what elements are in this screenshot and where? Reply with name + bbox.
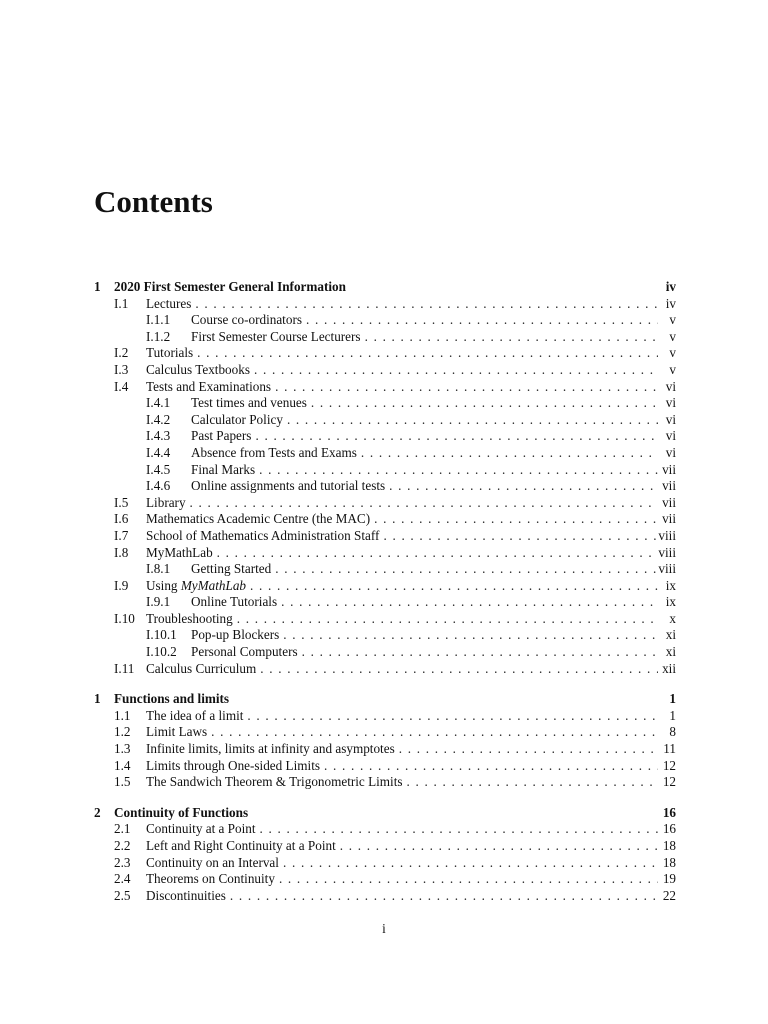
toc-section-entry[interactable] <box>94 838 676 855</box>
dot-leader <box>271 561 658 578</box>
toc-subsection-number: I.4.5 <box>146 461 171 477</box>
toc-subsection-entry[interactable] <box>94 428 676 445</box>
dot-leader <box>275 871 658 888</box>
toc-subsection-entry[interactable] <box>94 627 676 644</box>
toc-section-entry[interactable] <box>94 741 676 758</box>
chapter-gap <box>94 677 676 691</box>
toc-subsection-title-text: Test times and venues <box>191 395 307 411</box>
toc-section-title-text: Continuity on an Interval <box>146 854 279 870</box>
toc-subsection-number: I.4.2 <box>146 411 171 427</box>
toc-section-entry[interactable] <box>94 821 676 838</box>
toc-subsection-title <box>191 644 298 661</box>
toc-section-title <box>146 495 186 512</box>
toc-section-number: I.9 <box>114 577 129 593</box>
dot-leader <box>191 296 658 313</box>
dot-leader <box>271 379 658 396</box>
chapter-gap <box>94 791 676 805</box>
toc-subsection-entry[interactable] <box>94 478 676 495</box>
toc-section-entry[interactable] <box>94 578 676 595</box>
toc-subsection-page: v <box>669 328 676 344</box>
dot-leader <box>279 855 658 872</box>
toc-section-number: I.10 <box>114 610 135 626</box>
toc-subsection-title-text: Course co-ordinators <box>191 312 302 328</box>
toc-section-title <box>146 611 233 628</box>
toc-section-title <box>146 774 403 791</box>
dot-leader <box>256 821 658 838</box>
toc-section-title <box>146 661 256 678</box>
toc-subsection-entry[interactable] <box>94 594 676 611</box>
dot-leader <box>361 329 658 346</box>
toc-subsection-title <box>191 395 307 412</box>
toc-chapter-entry[interactable] <box>94 279 676 296</box>
toc-section-entry[interactable] <box>94 511 676 528</box>
toc-section-page: 18 <box>662 838 676 853</box>
toc-chapter-entry[interactable] <box>94 691 676 708</box>
dot-leader <box>226 888 658 905</box>
toc-section-page: 11 <box>663 741 676 757</box>
dot-leader <box>379 528 658 545</box>
toc-section-number: I.6 <box>114 511 129 527</box>
dot-leader <box>213 545 658 562</box>
toc-section-title-text: School of Mathematics Administration Staff <box>146 527 380 543</box>
toc-subsection-page: v <box>669 312 676 328</box>
toc-chapter-number: 1 <box>94 279 101 294</box>
dot-leader <box>193 345 658 362</box>
toc-section-title-text: The idea of a limit <box>146 707 244 723</box>
toc-section-title-text: Infinite limits, limits at infinity and asymptotes <box>146 741 395 757</box>
toc-chapter-entry[interactable] <box>94 805 676 822</box>
toc-section-entry[interactable] <box>94 855 676 872</box>
toc-subsection-title <box>191 462 255 479</box>
toc-subsection-number: I.1.2 <box>146 328 171 344</box>
toc-section-page: x <box>669 610 676 626</box>
toc-subsection-entry[interactable] <box>94 561 676 578</box>
toc-section-title-text: Calculus Curriculum <box>146 660 257 676</box>
dot-leader <box>307 395 658 412</box>
toc-section-number: 1.3 <box>114 741 131 757</box>
toc-section-title-text: Tutorials <box>146 345 194 361</box>
toc-section-number: 2.4 <box>114 871 131 887</box>
toc-section-number: I.1 <box>114 295 129 311</box>
toc-section-title-text: Discontinuities <box>146 887 226 903</box>
toc-subsection-page: vi <box>665 395 676 411</box>
dot-leader <box>298 644 658 661</box>
toc-section-title-text: The Sandwich Theorem & Trigonometric Limits <box>146 774 403 790</box>
dot-leader <box>279 627 658 644</box>
toc-section-page: v <box>669 361 676 377</box>
toc-section-page: 19 <box>662 871 676 887</box>
toc-section-entry[interactable] <box>94 661 676 678</box>
toc-section-page: 16 <box>662 821 676 837</box>
toc-section-title-text: Troubleshooting <box>146 610 233 626</box>
toc-section-page: vi <box>665 378 676 394</box>
toc-section-number: I.5 <box>114 494 129 510</box>
toc-section-title-text: Theorems on Continuity <box>146 871 275 887</box>
dot-leader <box>336 838 658 855</box>
toc-chapter-title-text: 2020 First Semester General Information <box>114 279 346 294</box>
dot-leader <box>403 774 658 791</box>
toc-subsection-title-text: Personal Computers <box>191 644 298 660</box>
dot-leader <box>233 611 658 628</box>
toc-section-title <box>146 724 207 741</box>
toc-section-title <box>146 871 275 888</box>
toc-section-title-text: Calculus Textbooks <box>146 361 250 377</box>
toc-section-title <box>146 741 395 758</box>
toc-subsection-page: xi <box>665 644 676 660</box>
toc-chapter-title <box>114 691 229 708</box>
toc-section-page: vii <box>662 494 676 510</box>
dot-leader <box>277 594 658 611</box>
toc-section-title-text: Continuity at a Point <box>146 821 256 837</box>
toc-subsection-title <box>191 445 357 462</box>
toc-section-entry[interactable] <box>94 774 676 791</box>
toc-chapter-page: iv <box>665 279 676 294</box>
dot-leader <box>256 661 658 678</box>
dot-leader <box>385 478 658 495</box>
dot-leader <box>207 724 658 741</box>
dot-leader <box>255 462 658 479</box>
dot-leader <box>302 312 658 329</box>
toc-section-title <box>146 362 250 379</box>
toc-subsection-entry[interactable] <box>94 412 676 429</box>
toc-subsection-title-text: Absence from Tests and Exams <box>191 444 357 460</box>
toc-section-title-text: Left and Right Continuity at a Point <box>146 838 336 853</box>
toc-subsection-number: I.1.1 <box>146 312 171 328</box>
dot-leader <box>370 511 658 528</box>
toc-section-entry[interactable] <box>94 545 676 562</box>
toc-subsection-number: I.4.1 <box>146 395 171 411</box>
toc-section-page: ix <box>665 577 676 593</box>
toc-subsection-entry[interactable] <box>94 462 676 479</box>
toc-section-title <box>146 528 379 545</box>
toc-subsection-title <box>191 561 271 578</box>
toc-section-number: 1.1 <box>114 707 131 723</box>
toc-subsection-page: vii <box>662 478 676 494</box>
toc-section-title <box>146 708 243 725</box>
toc-subsection-page: vi <box>665 428 676 444</box>
dot-leader <box>283 412 658 429</box>
toc-section-page: viii <box>658 544 676 560</box>
toc-section-number: 2.3 <box>114 854 131 870</box>
toc-section-page: 22 <box>662 887 676 903</box>
toc-section-page: 12 <box>662 774 676 790</box>
toc-section-number: I.11 <box>114 660 135 676</box>
toc-subsection-title <box>191 312 302 329</box>
toc-section-page: 18 <box>662 854 676 870</box>
toc-subsection-page: vii <box>662 461 676 477</box>
toc-section-page: iv <box>665 295 676 311</box>
toc-chapter-number: 2 <box>94 804 101 820</box>
toc-section-page: v <box>669 345 676 361</box>
dot-leader <box>320 758 658 775</box>
toc-subsection-page: ix <box>665 594 676 610</box>
toc-section-title-text: Mathematics Academic Centre (the MAC) <box>146 511 371 527</box>
toc-subsection-page: viii <box>658 561 676 577</box>
toc-subsection-number: I.4.4 <box>146 444 171 460</box>
toc-subsection-page: vi <box>665 411 676 427</box>
toc-section-title-italic: MyMathLab <box>180 577 247 593</box>
toc-section-title <box>146 545 213 562</box>
toc-subsection-title-text: Final Marks <box>191 461 256 477</box>
toc-section-entry[interactable] <box>94 611 676 628</box>
toc-subsection-number: I.9.1 <box>146 594 171 610</box>
toc-section-page: 8 <box>669 724 676 740</box>
toc-subsection-entry[interactable] <box>94 445 676 462</box>
toc-subsection-title-text: Calculator Policy <box>191 411 283 427</box>
toc-section-number: 2.5 <box>114 887 131 903</box>
toc-subsection-title <box>191 428 251 445</box>
toc-section-entry[interactable] <box>94 871 676 888</box>
toc-section-number: I.8 <box>114 544 129 560</box>
toc-section-entry[interactable] <box>94 362 676 379</box>
page-number: i <box>382 921 386 936</box>
toc-subsection-title-text: Online assignments and tutorial tests <box>191 478 386 494</box>
toc-section-title <box>146 296 191 313</box>
toc-section-number: I.3 <box>114 361 129 377</box>
dot-leader <box>251 428 658 445</box>
toc-section-entry[interactable] <box>94 379 676 396</box>
toc-section-number: I.7 <box>114 527 129 543</box>
toc-section-entry[interactable] <box>94 724 676 741</box>
toc-subsection-number: I.4.3 <box>146 428 171 444</box>
toc-section-page: 12 <box>662 757 676 773</box>
toc-section-number: 1.2 <box>114 724 131 740</box>
toc-subsection-title <box>191 412 283 429</box>
toc-section-entry[interactable] <box>94 345 676 362</box>
toc-section-title <box>146 855 279 872</box>
toc-chapter-page: 1 <box>669 691 676 707</box>
toc-section-title <box>146 379 271 396</box>
toc-chapter-title <box>114 279 346 296</box>
toc-section-title-text: Lectures <box>146 295 192 311</box>
toc-section-number: 2.1 <box>114 821 131 837</box>
toc-subsection-number: I.8.1 <box>146 561 171 577</box>
toc-subsection-page: xi <box>665 627 676 643</box>
toc-subsection-title-text: Online Tutorials <box>191 594 278 610</box>
dot-leader <box>243 708 658 725</box>
toc-subsection-number: I.10.2 <box>146 644 177 660</box>
toc-section-number: 1.5 <box>114 774 131 790</box>
toc-subsection-number: I.4.6 <box>146 478 171 494</box>
page-title: Contents <box>94 184 213 219</box>
toc-section-entry[interactable] <box>94 296 676 313</box>
toc-subsection-title-text: Getting Started <box>191 561 272 577</box>
toc-subsection-entry[interactable] <box>94 312 676 329</box>
toc-section-page: xii <box>662 660 676 676</box>
dot-leader <box>250 362 658 379</box>
toc-chapter-title <box>114 805 248 822</box>
toc-section-page: 1 <box>669 707 676 723</box>
toc-chapter-title-text: Continuity of Functions <box>114 804 249 820</box>
toc-section-page: viii <box>658 527 676 543</box>
toc-section-number: I.4 <box>114 378 129 394</box>
toc-subsection-number: I.10.1 <box>146 627 177 643</box>
toc-subsection-title <box>191 329 361 346</box>
toc-subsection-page: vi <box>665 444 676 460</box>
toc-section-title-text: Tests and Examinations <box>146 378 272 394</box>
toc-subsection-entry[interactable] <box>94 644 676 661</box>
toc-section-title-text: Library <box>146 494 186 510</box>
toc-section-entry[interactable] <box>94 495 676 512</box>
toc-subsection-title <box>191 478 385 495</box>
toc-chapter-title-text: Functions and limits <box>114 691 230 707</box>
toc-subsection-title <box>191 594 277 611</box>
dot-leader <box>246 578 658 595</box>
toc-section-entry[interactable] <box>94 528 676 545</box>
toc-subsection-title-text: Pop-up Blockers <box>191 627 280 643</box>
toc-section-title <box>146 838 336 855</box>
toc-section-entry[interactable] <box>94 758 676 775</box>
dot-leader <box>357 445 658 462</box>
toc-section-title <box>146 821 256 838</box>
toc-section-title <box>146 345 193 362</box>
toc-subsection-title-text: Past Papers <box>191 428 252 444</box>
toc-section-title <box>146 511 370 528</box>
toc-section-number: 1.4 <box>114 757 131 773</box>
dot-leader <box>395 741 658 758</box>
toc-section-number: I.2 <box>114 345 129 361</box>
toc-section-entry[interactable] <box>94 708 676 725</box>
toc-subsection-entry[interactable] <box>94 395 676 412</box>
toc-section-title-text: MyMathLab <box>146 544 213 560</box>
dot-leader <box>186 495 658 512</box>
toc-section-title <box>146 578 246 595</box>
toc-section-entry[interactable] <box>94 888 676 905</box>
toc-subsection-title <box>191 627 279 644</box>
toc-chapter-number: 1 <box>94 691 101 707</box>
toc-subsection-title-text: First Semester Course Lecturers <box>191 328 361 344</box>
toc-section-title-text: Limit Laws <box>146 724 208 740</box>
toc-section-title-text: Limits through One-sided Limits <box>146 757 320 773</box>
toc-section-title-text: Using <box>146 577 181 593</box>
toc-subsection-entry[interactable] <box>94 329 676 346</box>
table-of-contents <box>94 279 676 904</box>
toc-section-title <box>146 888 226 905</box>
toc-section-page: vii <box>662 511 676 527</box>
toc-section-number: 2.2 <box>114 838 131 853</box>
toc-chapter-page: 16 <box>662 804 676 820</box>
toc-section-title <box>146 758 320 775</box>
